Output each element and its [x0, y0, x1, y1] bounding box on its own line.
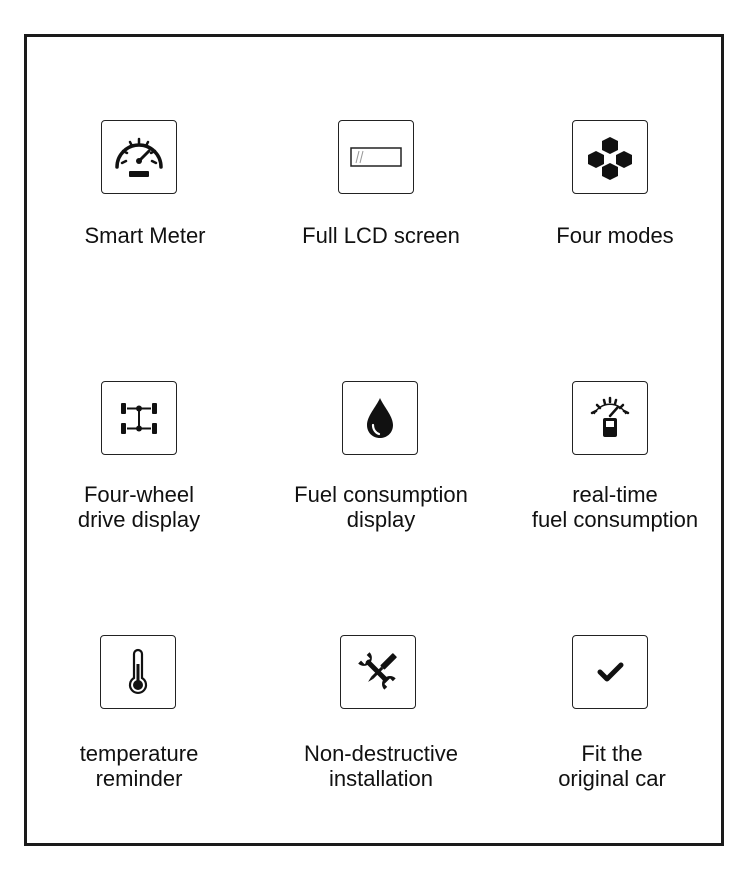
feature-label-line: reminder — [95, 766, 183, 791]
wrench-screwdriver-icon — [340, 635, 416, 709]
feature-label-line: original car — [558, 766, 666, 791]
feature-label-line: display — [346, 507, 416, 532]
fuel-gauge-icon — [572, 381, 648, 455]
feature-label-line: Smart Meter — [84, 223, 206, 248]
feature-label-line: Four modes — [556, 223, 674, 248]
feature-label — [25, 223, 265, 248]
feature-label-line: real-time — [572, 482, 658, 507]
feature-label-line: Four-wheel — [83, 482, 195, 507]
feature-label-line: Fit the — [581, 741, 643, 766]
speedometer-icon — [101, 120, 177, 194]
feature-label — [19, 741, 259, 791]
feature-label-line: Full LCD screen — [302, 223, 460, 248]
fuel-drop-icon — [342, 381, 418, 455]
lcd-screen-icon — [338, 120, 414, 194]
feature-label — [492, 741, 732, 791]
feature-label — [261, 223, 501, 248]
feature-label — [261, 482, 501, 532]
feature-label-line: temperature — [79, 741, 199, 766]
feature-label — [261, 741, 501, 791]
four-wheel-drive-icon — [101, 381, 177, 455]
feature-label-line: Non-destructive — [303, 741, 459, 766]
feature-label-line: Fuel consumption — [294, 482, 468, 507]
feature-label — [19, 482, 259, 532]
feature-label-line: installation — [329, 766, 433, 791]
feature-label-line: fuel consumption — [531, 507, 699, 532]
thermometer-icon — [100, 635, 176, 709]
feature-label-line: drive display — [77, 507, 201, 532]
feature-label — [495, 223, 735, 248]
checkmark-icon — [572, 635, 648, 709]
feature-label — [495, 482, 735, 532]
hexagon-cluster-icon — [572, 120, 648, 194]
